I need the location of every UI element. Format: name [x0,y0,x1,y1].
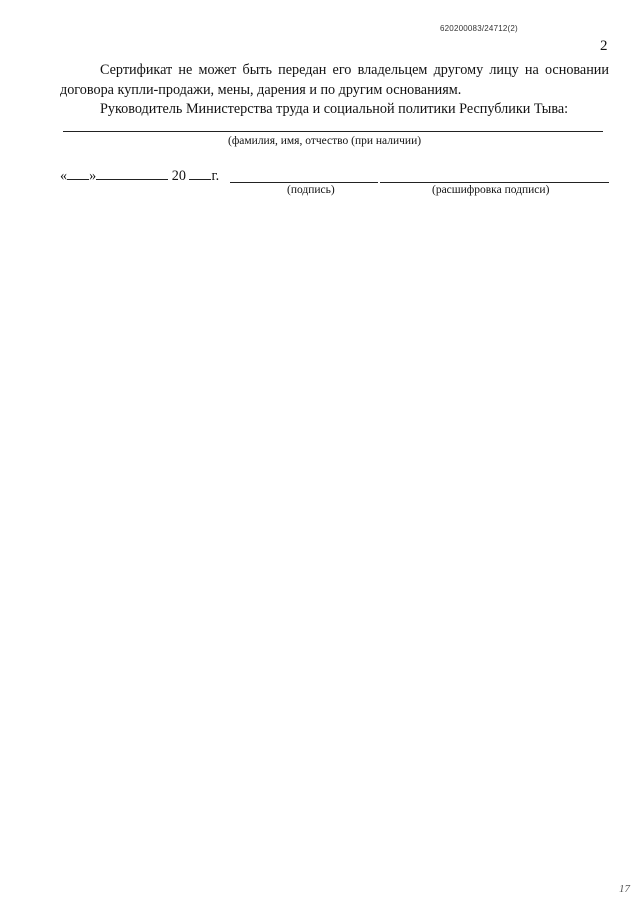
signature-decoding-line [380,182,609,183]
date-open-quote: « [60,168,68,184]
paragraph-head [60,99,609,119]
date-close-quote: » [89,168,97,184]
page-number: 2 [600,38,608,54]
date-month-blank [96,167,168,180]
fio-line [63,131,603,132]
scan-page-mark: 17 [619,883,630,895]
fio-caption: (фамилия, имя, отчество (при наличии) [228,135,422,147]
signature-caption: (подпись) [287,184,335,196]
date-year-suffix: г. [211,168,220,184]
date-century: 20 [171,168,186,184]
registration-code: 620200083/24712(2) [440,24,518,33]
paragraph-head-text: Руководитель Министерства труда и социальной политики Республики Тыва: [100,101,569,117]
paragraph-certificate-text: Сертификат не может быть передан его владельцем другому лицу на основании договора купли-продажи, мены, дарения и по другим основаниям. [60,62,609,98]
signature-decoding-caption: (расшифровка подписи) [432,184,550,196]
date-field [60,167,219,185]
signature-line [230,182,378,183]
paragraph-certificate [60,60,609,100]
date-day-blank [67,167,89,180]
date-year-blank [189,167,211,180]
